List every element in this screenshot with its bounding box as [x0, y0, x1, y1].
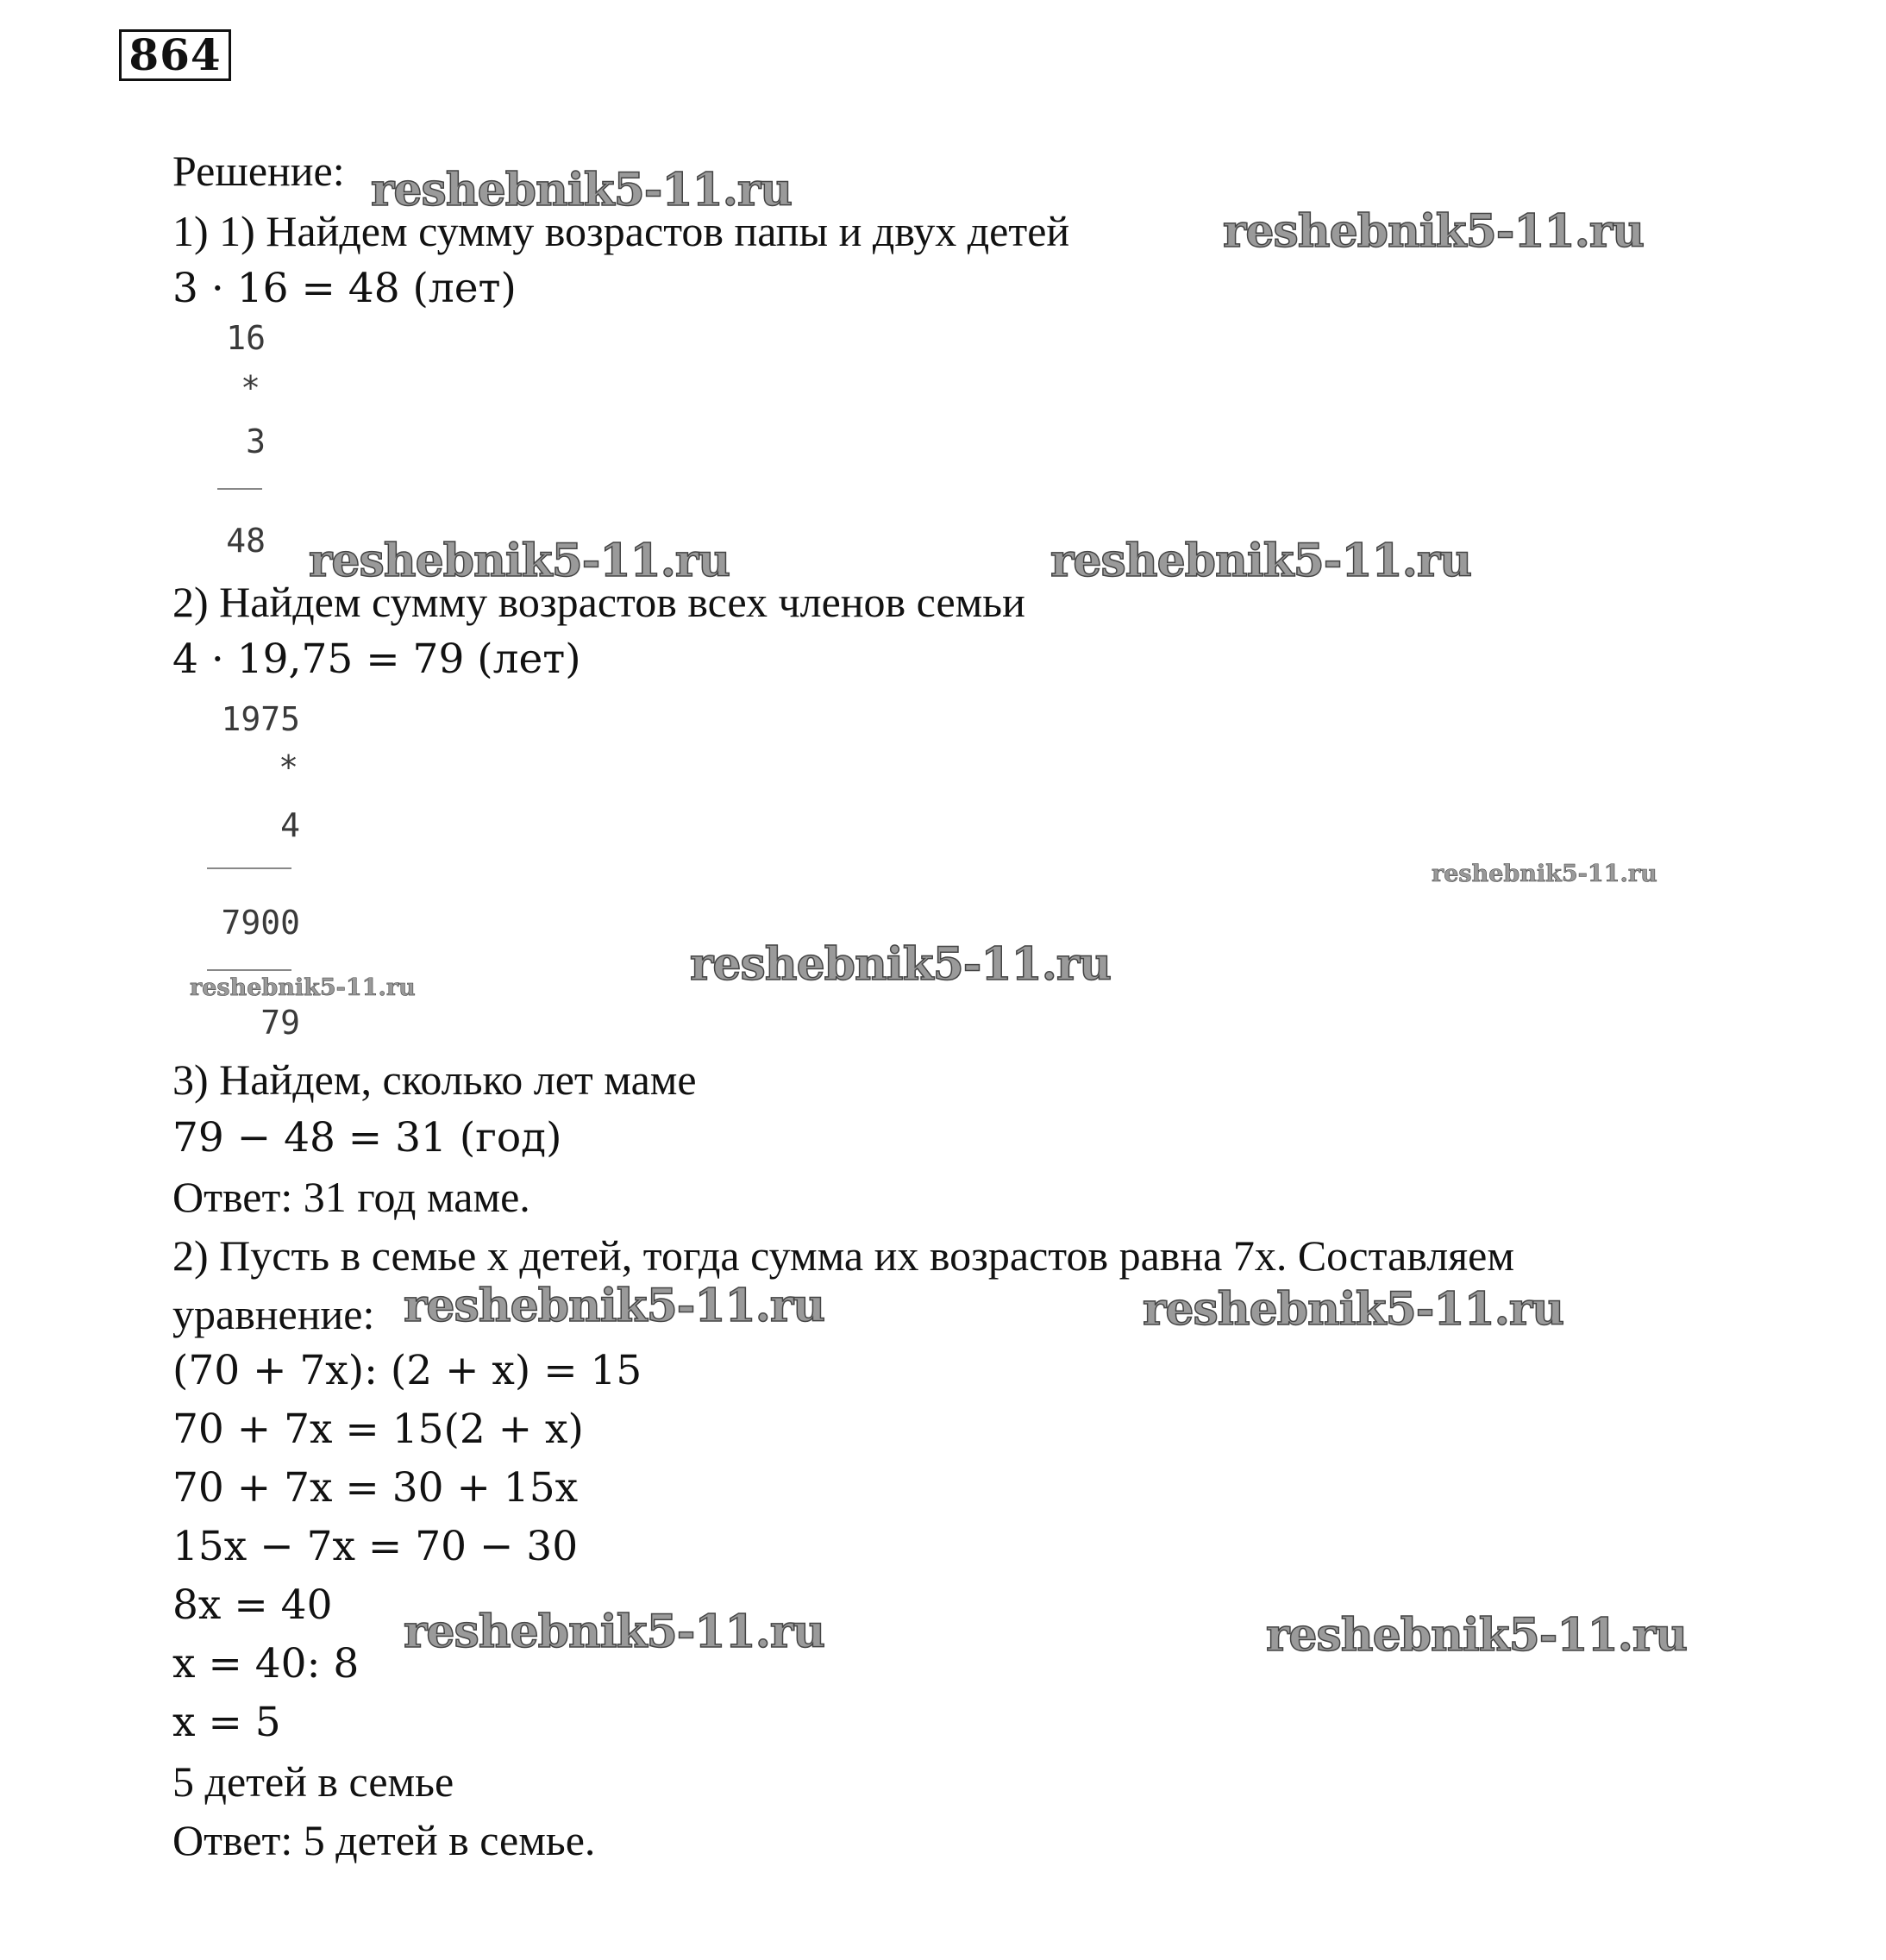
- calc1-result: 48: [226, 522, 266, 560]
- calc2-product: 7900: [221, 904, 300, 942]
- watermark: reshebnik5-11.ru: [1143, 1283, 1564, 1336]
- calc1-rule: [217, 488, 262, 490]
- equation-4: 15x − 7x = 70 − 30: [172, 1523, 579, 1570]
- step-3-text: 3) Найдем, сколько лет маме: [172, 1055, 697, 1104]
- step-2-equation: 4 · 19,75 = 79 (лет): [172, 636, 581, 683]
- calc2-final: 79: [260, 1004, 300, 1042]
- calc1-multiplier: 3: [246, 423, 266, 460]
- watermark: reshebnik5-11.ru: [404, 1606, 825, 1658]
- part-2-equation-label: уравнение:: [172, 1290, 375, 1338]
- step-1-equation: 3 · 16 = 48 (лет): [172, 265, 517, 312]
- problem-number: 864: [119, 29, 231, 81]
- watermark: reshebnik5-11.ru: [1432, 861, 1657, 887]
- step-2-text: 2) Найдем сумму возрастов всех членов семьи: [172, 578, 1025, 626]
- equation-5: 8x = 40: [172, 1581, 333, 1629]
- answer-2: Ответ: 5 детей в семье.: [172, 1816, 596, 1864]
- watermark: reshebnik5-11.ru: [1266, 1609, 1688, 1662]
- calc1-multiplicand: 16: [226, 319, 266, 357]
- watermark: reshebnik5-11.ru: [1223, 205, 1645, 258]
- step-3-equation: 79 − 48 = 31 (год): [172, 1114, 562, 1162]
- equation-2: 70 + 7x = 15(2 + x): [172, 1406, 584, 1453]
- equation-3: 70 + 7x = 30 + 15x: [172, 1464, 579, 1512]
- calc1-operator: *: [241, 369, 260, 407]
- watermark: reshebnik5-11.ru: [190, 974, 416, 1001]
- calc2-multiplicand: 1975: [221, 700, 300, 738]
- step-1-text: 1) 1) Найдем сумму возрастов папы и двух детей: [172, 207, 1070, 255]
- calc2-operator: *: [279, 748, 298, 786]
- watermark: reshebnik5-11.ru: [690, 938, 1112, 991]
- calc2-rule-1: [207, 867, 291, 869]
- part-2-intro: 2) Пусть в семье x детей, тогда сумма их возрастов равна 7x. Составляем: [172, 1231, 1515, 1280]
- equation-6: x = 40: 8: [172, 1640, 360, 1688]
- watermark: reshebnik5-11.ru: [309, 535, 730, 587]
- watermark: reshebnik5-11.ru: [1050, 535, 1472, 587]
- equation-1: (70 + 7x): (2 + x) = 15: [172, 1347, 642, 1394]
- equation-7: x = 5: [172, 1699, 281, 1746]
- calc2-multiplier: 4: [280, 806, 300, 844]
- watermark: reshebnik5-11.ru: [404, 1280, 825, 1332]
- calc2-rule-2: [207, 969, 291, 971]
- solution-heading: Решение:: [172, 147, 345, 195]
- answer-1: Ответ: 31 год маме.: [172, 1173, 530, 1221]
- watermark: reshebnik5-11.ru: [371, 164, 793, 216]
- conclusion: 5 детей в семье: [172, 1757, 454, 1806]
